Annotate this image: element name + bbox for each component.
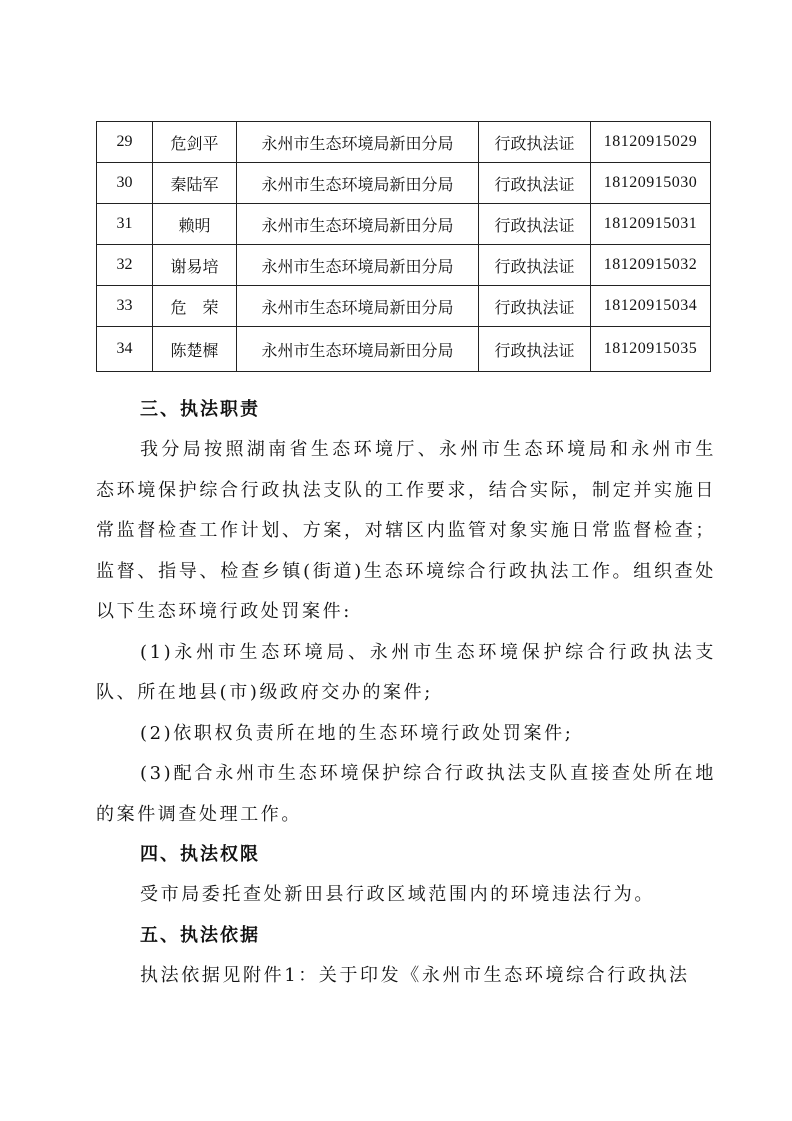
officer-unit: 永州市生态环境局新田分局 — [237, 163, 479, 204]
table-row — [97, 122, 711, 163]
officer-unit: 永州市生态环境局新田分局 — [237, 327, 479, 372]
row-number: 31 — [97, 204, 153, 245]
table-row — [97, 327, 711, 372]
basis-paragraph: 执法依据见附件1：关于印发《永州市生态环境综合行政执法 — [140, 964, 690, 986]
certificate-type: 行政执法证 — [479, 204, 591, 245]
table-row — [97, 245, 711, 286]
row-number: 32 — [97, 245, 153, 286]
officer-unit: 永州市生态环境局新田分局 — [237, 245, 479, 286]
duties-item-3: (3)配合永州市生态环境保护综合行政执法支队直接查处所在地的案件调查处理工作。 — [96, 763, 716, 825]
officer-name: 危剑平 — [153, 122, 237, 163]
certificate-type: 行政执法证 — [479, 286, 591, 327]
duties-item-2: (2)依职权负责所在地的生态环境行政处罚案件; — [140, 722, 574, 744]
row-number: 30 — [97, 163, 153, 204]
certificate-type: 行政执法证 — [479, 327, 591, 372]
enforcement-officer-table — [96, 121, 711, 372]
certificate-number: 18120915035 — [591, 327, 711, 372]
certificate-number: 18120915029 — [591, 122, 711, 163]
officer-unit: 永州市生态环境局新田分局 — [237, 122, 479, 163]
officer-name: 秦陆军 — [153, 163, 237, 204]
row-number: 33 — [97, 286, 153, 327]
authority-paragraph: 受市局委托查处新田县行政区域范围内的环境违法行为。 — [140, 884, 655, 905]
certificate-type: 行政执法证 — [479, 245, 591, 286]
certificate-type: 行政执法证 — [479, 122, 591, 163]
document-body — [96, 390, 716, 996]
certificate-number: 18120915032 — [591, 245, 711, 286]
officer-unit: 永州市生态环境局新田分局 — [237, 204, 479, 245]
certificate-number: 18120915034 — [591, 286, 711, 327]
officer-name: 陈楚樨 — [153, 327, 237, 372]
table-row — [97, 163, 711, 204]
officer-name: 赖明 — [153, 204, 237, 245]
duties-item-1: (1)永州市生态环境局、永州市生态环境保护综合行政执法支队、所在地县(市)级政府交办的案件; — [96, 641, 716, 703]
table-row — [97, 286, 711, 327]
section-heading-enforcement-duties: 三、执法职责 — [140, 399, 260, 420]
certificate-number: 18120915030 — [591, 163, 711, 204]
duties-intro-paragraph: 我分局按照湖南省生态环境厅、永州市生态环境局和永州市生态环境保护综合行政执法支队的工作要求，结合实际，制定并实施日常监督检查工作计划、方案，对辖区内监管对象实施日常监督检查；监督、指导、检查乡镇(街道)生态环境综合行政执法工作。组织查处以下生态环境行政处罚案件: — [96, 439, 716, 622]
section-heading-enforcement-basis: 五、执法依据 — [140, 924, 260, 946]
certificate-type: 行政执法证 — [479, 163, 591, 204]
row-number: 29 — [97, 122, 153, 163]
table-row — [97, 204, 711, 245]
officer-name: 谢易培 — [153, 245, 237, 286]
section-heading-enforcement-authority: 四、执法权限 — [140, 844, 260, 865]
officer-unit: 永州市生态环境局新田分局 — [237, 286, 479, 327]
row-number: 34 — [97, 327, 153, 372]
certificate-number: 18120915031 — [591, 204, 711, 245]
officer-name: 危 荣 — [153, 286, 237, 327]
